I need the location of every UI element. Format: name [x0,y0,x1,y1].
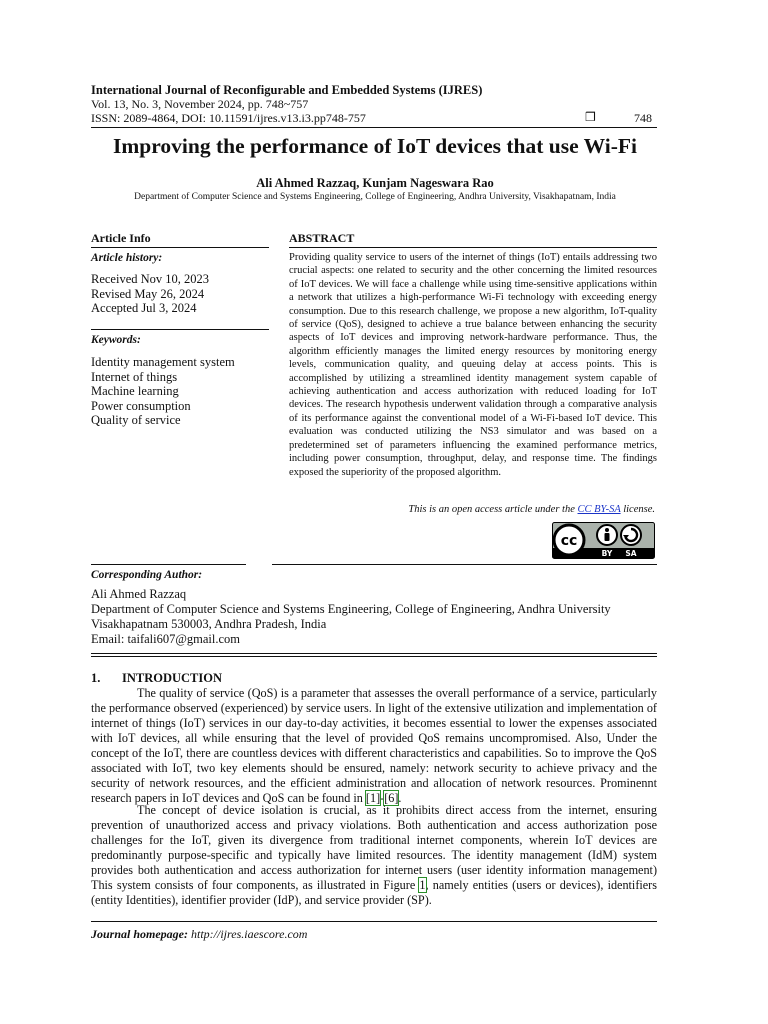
revised-date: Revised May 26, 2024 [91,286,205,301]
cc-by-sa-link[interactable]: CC BY-SA [577,504,621,515]
keyword: Identity management system [91,355,235,369]
volume-line: Vol. 13, No. 3, November 2024, pp. 748~757 [91,97,309,111]
corresponding-label: Corresponding Author: [91,569,203,581]
keywords-list [91,355,235,428]
received-date: Received Nov 10, 2023 [91,272,210,286]
section-rule-top [91,653,657,654]
corresponding-rule-left [91,564,246,565]
paragraph-end: . [398,791,402,805]
abstract-heading: ABSTRACT [289,231,355,245]
by-label: BY [601,549,613,558]
corresponding-details [91,587,671,647]
figure-link[interactable]: 1 [419,878,426,892]
abstract-text: Providing quality service to users of the internet of things (IoT) entails addressing two crucial aspects: one related to security and the other concerning the limited resources of IoT devices. We will face a challenge while using time-sensitive applications within a network that utilizes a high-performance Wi-Fi technology with exceeding energy consumption. Due to this research challenge, we propose a new algorithm, IoT-quality of service (QoS), designed to achieve a true balance between enhancing the security aspects of IoT devices and improving network-hardware performance. Thus, the algorithm efficiently manages the limited energy resources by monitoring energy levels, communication quality, and queuing delay at access points. This is accomplished by utilizing a streamlined identity management system capable of achieving authentication and access authorization with reduced loading for IoT devices. The research hypothesis underwent validation through a comparative analysis of its performance against the conventional model of a Wi-Fi-based IoT device. This evaluation was conducted utilizing the NS3 simulator and was based on a predetermined set of parameters influencing the examined performance metrics, including power consumption, throughput, delay, and response time. The findings exposed the superiority of the proposed algorithm. [289,252,657,478]
history-dates [91,272,209,316]
square-icon: ❒ [585,110,596,124]
history-rule [91,329,269,330]
corresponding-city: Visakhapatnam 530003, Andhra Pradesh, India [91,617,327,631]
sa-label: SA [625,549,637,558]
header-rule [91,127,657,128]
cc-by-sa-badge-icon[interactable] [552,522,655,559]
paragraph-text: The quality of service (QoS) is a parameter that assesses the overall performance of a service, particularly the performance observed (experienced) by service users. In light of the extensive utilization and implementation of internet of things (IoT) services in our day-to-day activities, it becomes essential to lower the expenses associated with IoT devices, all while ensuring that the level of provided QoS remains uncompromised. Also, Under the concept of the IoT, there are countless devices with different characteristics and capabilities. So to improve the QoS associated with IoT, two key elements should be ensured, namely: network security to achieve privacy and the security of network resources, and the efficient administration and allocation of network resources. Prominennt research papers in IoT devices and QoS can be found in [91,686,657,805]
accepted-date: Accepted Jul 3, 2024 [91,301,197,315]
issn-doi-line: ISSN: 2089-4864, DOI: 10.11591/ijres.v13.i3.pp748-757 [91,111,366,125]
corresponding-rule-right [272,564,657,565]
article-info-heading: Article Info [91,231,151,245]
homepage-label: Journal homepage: [91,927,189,941]
corresponding-name: Ali Ahmed Razzaq [91,587,187,601]
keyword: Power consumption [91,398,191,413]
citation-link[interactable]: [1] [365,791,381,805]
open-access-prefix: This is an open access article under the [408,504,578,515]
cc-letters: cc [560,533,578,549]
footer-rule [91,921,657,922]
affiliation: Department of Computer Science and Systems Engineering, College of Engineering, Andhra University, Visakhapatnam, India [134,192,616,202]
open-access-notice [289,504,655,515]
citation-dash: - [380,791,385,805]
page-number: 748 [634,111,652,125]
introduction-heading [91,671,222,686]
homepage-link[interactable]: http://ijres.iaescore.com [191,927,308,941]
keywords-label: Keywords: [91,334,141,346]
section-number: 1. [91,671,101,685]
abstract-rule [289,247,657,248]
article-info-rule [91,247,269,248]
corresponding-dept: Department of Computer Science and Systems Engineering, College of Engineering, Andhra University [91,602,611,616]
citation-link[interactable]: [6] [384,791,399,805]
intro-paragraph-1 [91,686,657,806]
paragraph-text: The concept of device isolation is crucial, as it prohibits direct access from the internet, ensuring prevention of unauthorized access and privacy violations. Both authentication and access authorization pose challenges for the IoT, given its divergence from traditional internet components, wherein IoT devices are predominantly purpose-specific and typically have limited resources. The identity management (IdM) system provides both authentication and access authorization for internet users (user identity information management) This system consists of four components, as illustrated in Figure [91,803,657,892]
paper-title: Improving the performance of IoT devices that use Wi-Fi [113,134,637,158]
authors: Ali Ahmed Razzaq, Kunjam Nageswara Rao [256,176,494,190]
section-title: INTRODUCTION [122,671,223,685]
paragraph-end: , namely entities (users or devices), identifiers (entity Identities), identifier provider (IdP), and service provider (SP). [91,878,657,907]
intro-paragraph-2 [91,803,657,908]
article-history-label: Article history: [91,252,163,264]
open-access-suffix: license. [620,504,655,515]
keyword: Internet of things [91,369,178,384]
journal-name: International Journal of Reconfigurable and Embedded Systems (IJRES) [91,83,483,97]
keyword: Quality of service [91,413,181,427]
corresponding-email: Email: taifali607@gmail.com [91,632,240,646]
keyword: Machine learning [91,384,179,398]
section-rule-bottom [91,656,657,657]
journal-homepage [91,927,307,942]
